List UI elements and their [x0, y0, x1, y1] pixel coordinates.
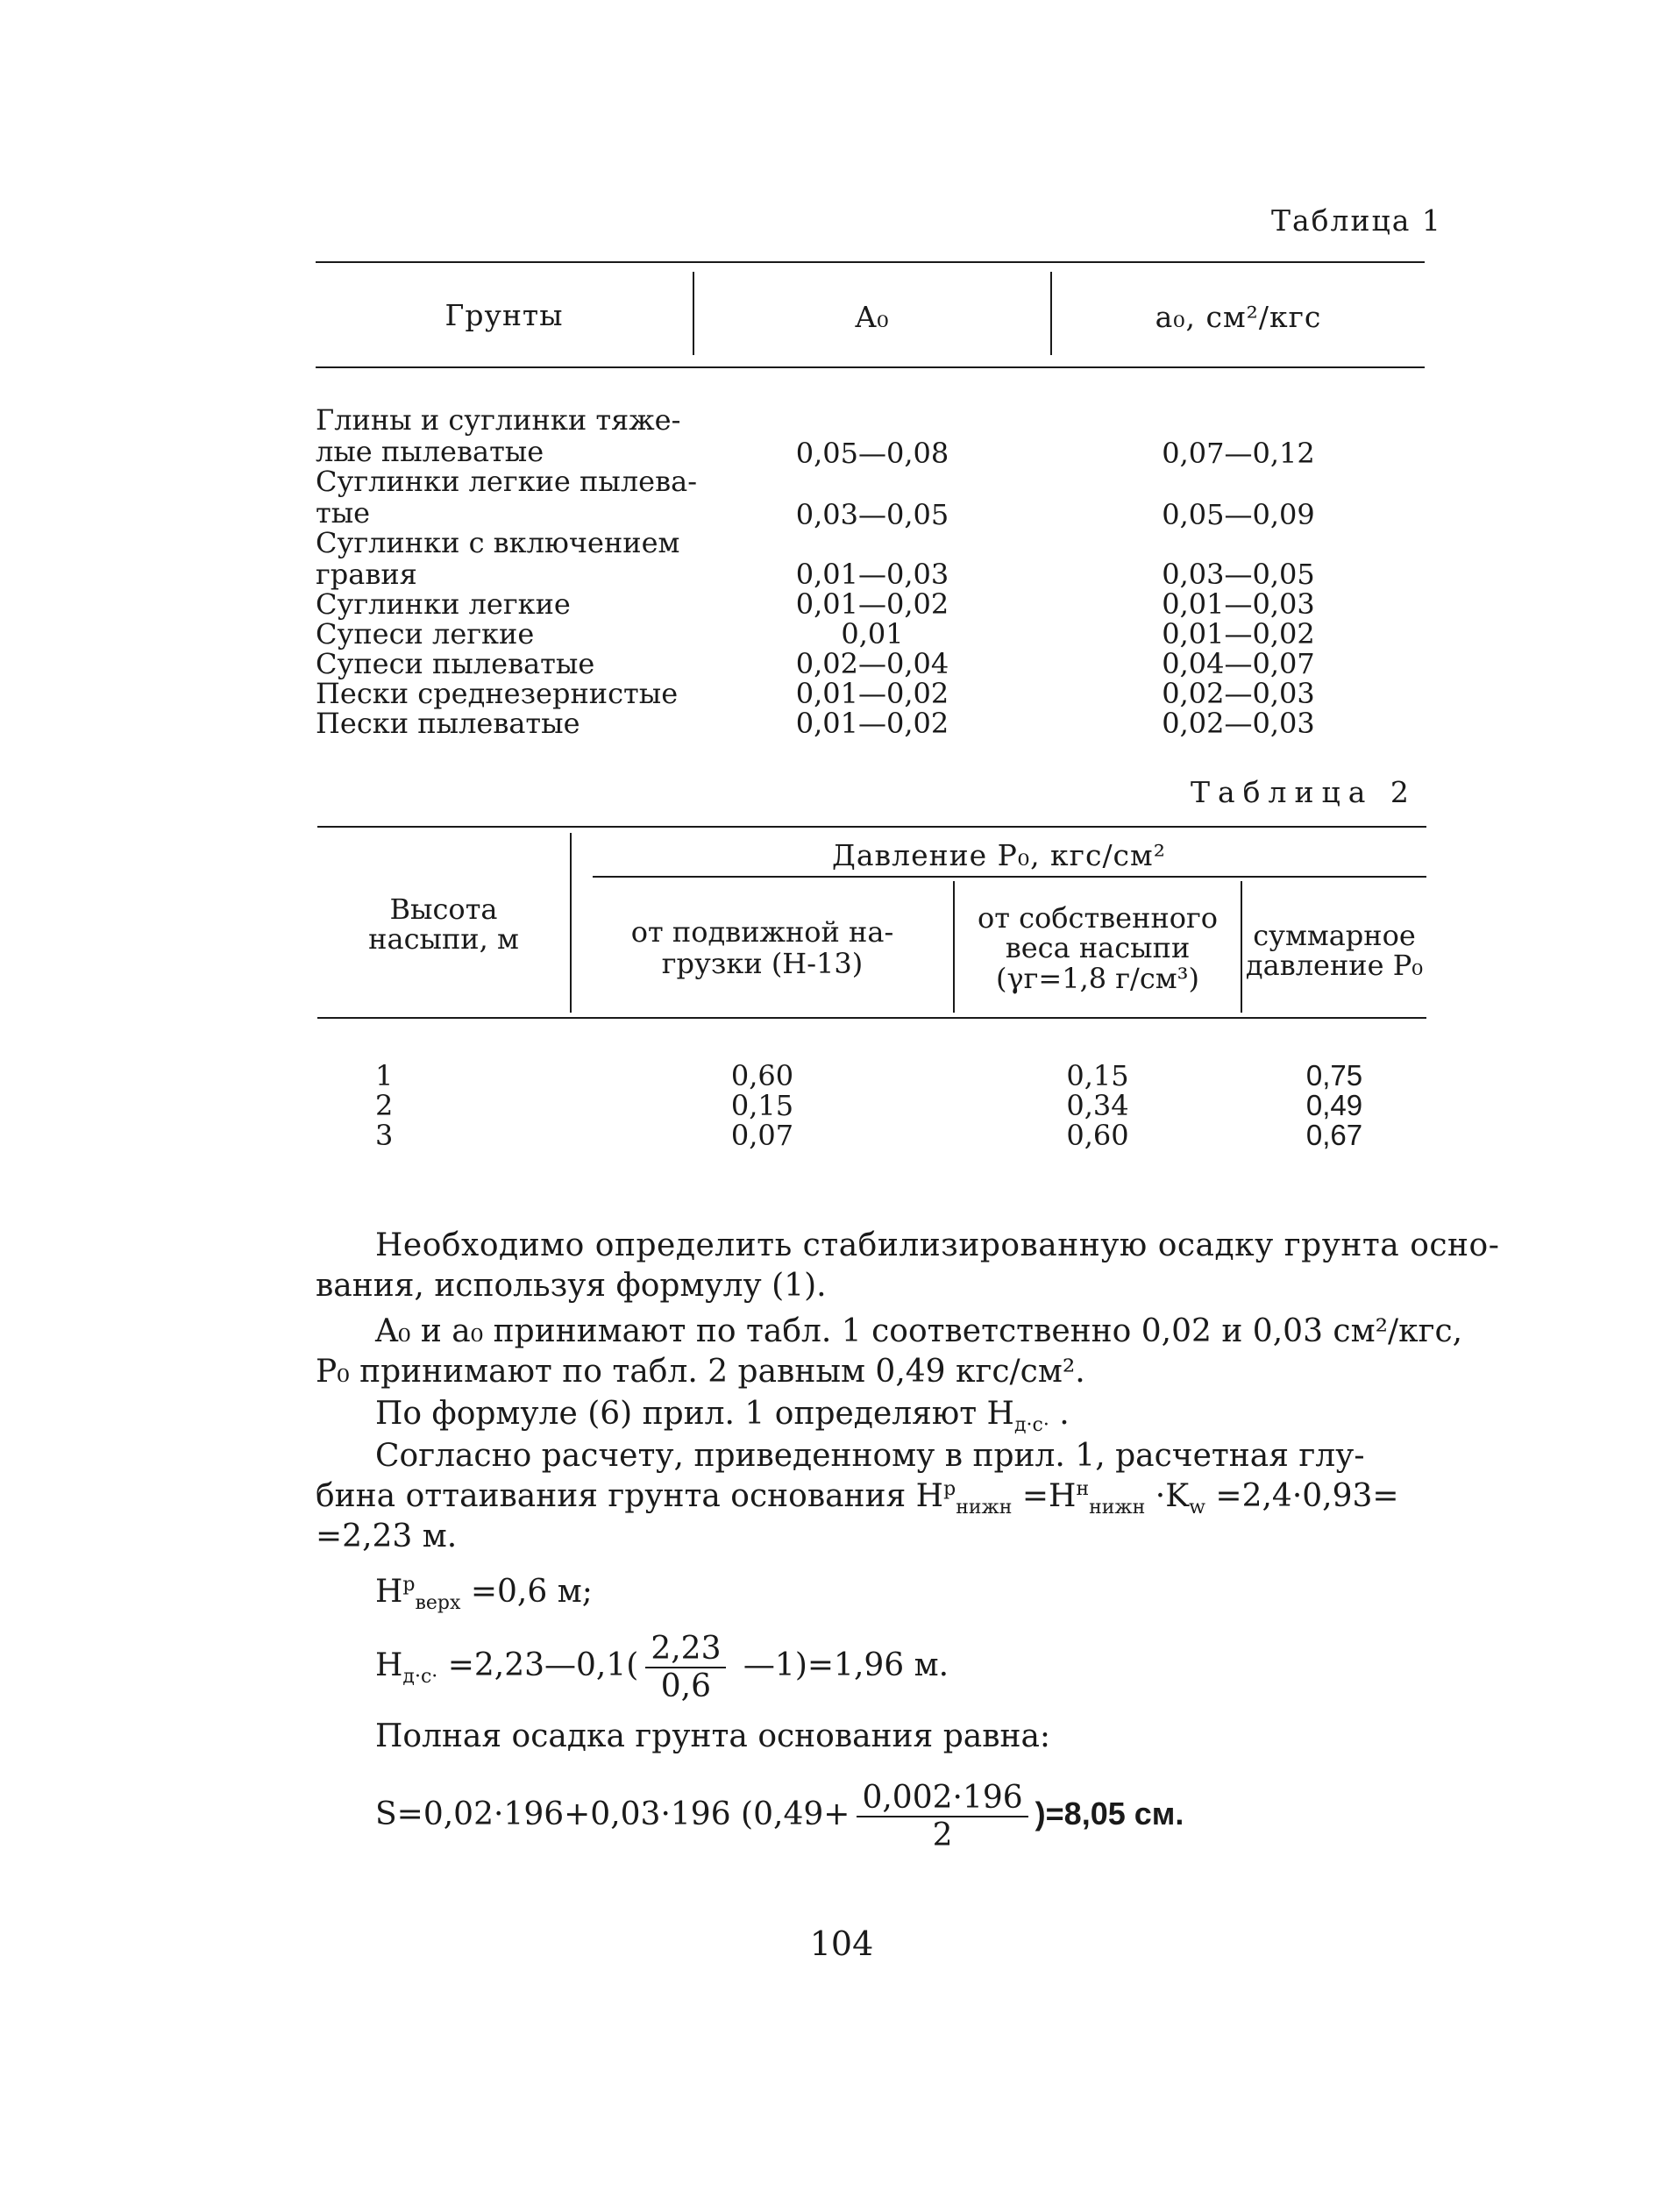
- page-number: 104: [809, 1924, 874, 1963]
- fraction-denominator: 0,6: [660, 1668, 712, 1704]
- table-cell-soil: Глины и суглинки тяже-: [316, 403, 681, 437]
- formula-h-verh: [375, 1574, 593, 1614]
- text-fragment: H: [375, 1574, 403, 1610]
- table2-header-own: от собственного: [977, 901, 1219, 935]
- table-cell-a0: 0,02—0,03: [1162, 677, 1315, 710]
- paragraph-line: [316, 1478, 1399, 1519]
- table-cell-soil: Супеси пылеватые: [316, 647, 595, 680]
- formula-h-ds: [375, 1631, 949, 1704]
- text-fragment: По формуле (6) прил. 1 определяют H: [375, 1396, 1014, 1432]
- table-cell-A0: 0,03—0,05: [795, 498, 949, 531]
- fraction: [857, 1780, 1027, 1853]
- table-cell-own: 0,15: [1066, 1059, 1129, 1092]
- fraction: [645, 1631, 726, 1704]
- table-cell-A0: 0,01: [841, 617, 904, 651]
- table-cell-height: 3: [375, 1119, 394, 1152]
- table2-top-rule: [317, 826, 1426, 828]
- table-cell-total: 0,49: [1305, 1089, 1363, 1121]
- table-cell-total: 0,67: [1305, 1119, 1363, 1151]
- table-cell-soil: Суглинки легкие: [316, 587, 571, 621]
- table-cell-soil: Суглинки с включением: [316, 526, 680, 559]
- table-cell-a0: 0,02—0,03: [1162, 707, 1315, 740]
- text-fragment: ·K: [1145, 1478, 1190, 1514]
- table-cell-a0: 0,07—0,12: [1162, 437, 1315, 470]
- text-fragment: =0,6 м;: [460, 1574, 593, 1610]
- table2-header-own: веса насыпи: [1005, 931, 1191, 964]
- table2-header-total: давление P₀: [1245, 949, 1424, 982]
- table-cell-soil: Супеси легкие: [316, 617, 535, 651]
- paragraph-line: P₀ принимают по табл. 2 равным 0,49 кгс/см².: [316, 1354, 1085, 1390]
- text-fragment: H: [375, 1647, 403, 1683]
- table-cell-height: 1: [375, 1059, 394, 1092]
- fraction-denominator: 2: [932, 1817, 953, 1853]
- fraction-numerator: 2,23: [645, 1631, 726, 1668]
- fraction-numerator: 0,002·196: [857, 1780, 1027, 1817]
- text-fragment: бина оттаивания грунта основания H: [316, 1478, 944, 1514]
- table-cell-soil: Пески среднезернистые: [316, 677, 679, 710]
- table2-header-height: Высота: [389, 893, 498, 926]
- table1-header-A0: A₀: [855, 300, 890, 334]
- table2-header-rule: [317, 1017, 1426, 1019]
- table2-caption: Таблица 2: [1191, 775, 1417, 809]
- text-fragment: .: [1049, 1396, 1070, 1432]
- table1-header-a0: a₀, см²/кгс: [1155, 300, 1322, 334]
- table2-header-own: (γг=1,8 г/см³): [996, 962, 1199, 995]
- table-cell-a0: 0,01—0,03: [1162, 587, 1315, 621]
- text-fragment: )=8,05 см.: [1035, 1796, 1184, 1831]
- table2-header-moving: грузки (Н-13): [661, 947, 864, 980]
- table-cell-A0: 0,05—0,08: [795, 437, 949, 470]
- paragraph-line: Полная осадка грунта основания равна:: [375, 1718, 1051, 1754]
- table1-caption: Таблица 1: [1271, 203, 1442, 238]
- superscript: р: [402, 1574, 416, 1596]
- table-cell-moving: 0,07: [730, 1119, 794, 1152]
- superscript: р: [943, 1478, 956, 1500]
- table1-top-rule: [316, 261, 1425, 263]
- table-cell-own: 0,60: [1066, 1119, 1129, 1152]
- text-fragment: =2,23—0,1(: [437, 1647, 639, 1683]
- table-cell-soil: Суглинки легкие пылева-: [316, 465, 697, 498]
- table2-header-total: суммарное: [1253, 919, 1416, 952]
- table-cell-soil: тые: [316, 496, 371, 530]
- text-fragment: —1)=1,96 м.: [733, 1647, 949, 1683]
- table-cell-moving: 0,60: [730, 1059, 794, 1092]
- table-cell-A0: 0,01—0,02: [795, 587, 949, 621]
- table-cell-height: 2: [375, 1089, 394, 1122]
- table2-group-rule: [593, 876, 1426, 878]
- table-cell-a0: 0,03—0,05: [1162, 558, 1315, 591]
- table-cell-A0: 0,02—0,04: [795, 647, 949, 680]
- table-cell-soil: лые пылеватые: [316, 435, 544, 468]
- table2-header-moving: от подвижной на-: [630, 915, 894, 949]
- paragraph-line: Необходимо определить стабилизированную осадку грунта осно-: [375, 1227, 1500, 1263]
- subscript: нижн: [1089, 1497, 1146, 1519]
- superscript: н: [1076, 1478, 1090, 1500]
- table-cell-A0: 0,01—0,02: [795, 677, 949, 710]
- table2-header-height: насыпи, м: [368, 922, 519, 956]
- table-cell-total: 0,75: [1305, 1059, 1363, 1092]
- table-cell-moving: 0,15: [730, 1089, 794, 1122]
- table1-header-soil: Грунты: [444, 298, 564, 332]
- paragraph-line: A₀ и a₀ принимают по табл. 1 соответственно 0,02 и 0,03 см²/кгс,: [375, 1313, 1463, 1349]
- table-cell-a0: 0,04—0,07: [1162, 647, 1315, 680]
- table-cell-A0: 0,01—0,03: [795, 558, 949, 591]
- formula-s: [375, 1780, 1184, 1853]
- subscript: нижн: [956, 1497, 1013, 1519]
- table-cell-soil: Пески пылеватые: [316, 707, 580, 740]
- text-fragment: =H: [1012, 1478, 1077, 1514]
- text-fragment: S=0,02·196+0,03·196 (0,49+: [375, 1796, 850, 1832]
- subscript: верх: [415, 1592, 461, 1615]
- table1-header-rule: [316, 366, 1425, 368]
- text-fragment: =2,4·0,93=: [1205, 1478, 1399, 1514]
- table-cell-A0: 0,01—0,02: [795, 707, 949, 740]
- table-cell-soil: гравия: [316, 558, 417, 591]
- subscript: д·с·: [402, 1666, 438, 1689]
- paragraph-line: Согласно расчету, приведенному в прил. 1, расчетная глу-: [375, 1438, 1365, 1474]
- subscript: w: [1189, 1497, 1205, 1519]
- table2-group-header: Давление P₀, кгс/см²: [832, 838, 1166, 872]
- table-cell-a0: 0,05—0,09: [1162, 498, 1315, 531]
- paragraph-line: вания, используя формулу (1).: [316, 1268, 827, 1304]
- subscript: д·с·: [1013, 1414, 1049, 1437]
- paragraph-line: [375, 1396, 1070, 1436]
- table-cell-a0: 0,01—0,02: [1162, 617, 1315, 651]
- table-cell-own: 0,34: [1066, 1089, 1129, 1122]
- paragraph-line: =2,23 м.: [316, 1519, 458, 1554]
